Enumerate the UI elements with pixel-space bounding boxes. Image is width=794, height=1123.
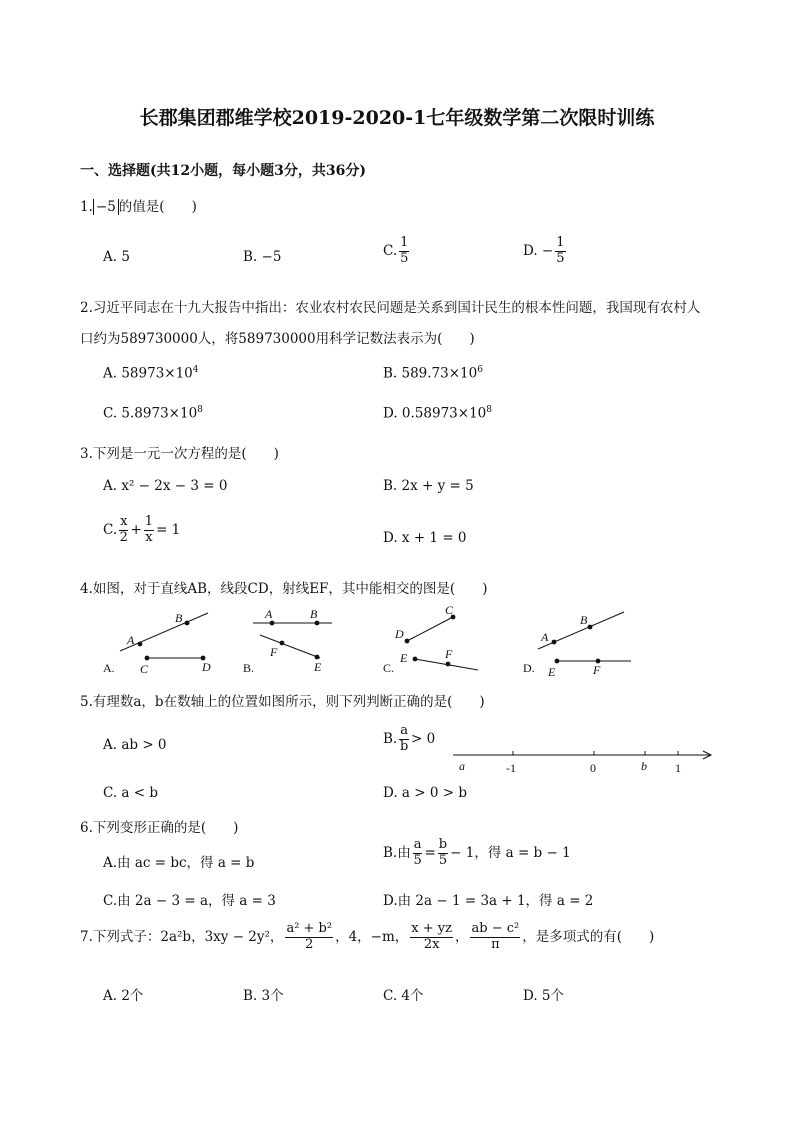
point-a <box>138 642 143 647</box>
figure-c-label: C. <box>383 661 395 675</box>
numerator: x + yz <box>411 921 452 936</box>
fraction <box>119 515 128 546</box>
q3-option-a: A. x² − 2x − 3 = 0 <box>103 478 228 494</box>
label-e: E <box>548 665 556 679</box>
figure-b <box>243 607 332 675</box>
denominator: b <box>399 738 409 754</box>
q2-c-text: C. 5.8973×10 <box>103 405 198 422</box>
point-b <box>315 621 320 626</box>
q3-option-b: B. 2x + y = 5 <box>383 478 474 494</box>
axis-label-a: a <box>459 759 465 773</box>
q7-suffix: ，是多项式的有( ) <box>522 928 655 945</box>
point-e <box>555 659 560 664</box>
denominator: x <box>145 529 153 545</box>
q1-option-b: B. −5 <box>243 249 282 265</box>
label-b: B <box>175 611 183 625</box>
label-f: F <box>445 647 453 661</box>
q3-c-label: C. <box>103 521 118 538</box>
q3-c-tail: = 1 <box>156 521 181 538</box>
label-d: D <box>395 627 404 641</box>
axis-label-b: b <box>641 759 647 773</box>
q5-b-label: B. <box>383 730 398 747</box>
q5-option-d: D. a > 0 > b <box>383 785 467 801</box>
q6-b-label: B.由 <box>383 844 411 861</box>
fraction <box>399 724 409 755</box>
denominator: 2 <box>305 936 314 952</box>
segment-cd <box>407 617 453 641</box>
figure-d-label: D. <box>523 661 535 675</box>
fraction <box>555 236 565 267</box>
q6-option-d: D.由 2a − 1 = 3a + 1，得 a = 2 <box>383 893 594 909</box>
denominator: 5 <box>438 852 448 868</box>
fraction <box>470 922 520 953</box>
q7-option-b: B. 3个 <box>243 988 284 1004</box>
q5-option-a: A. ab > 0 <box>103 737 167 753</box>
exponent: 8 <box>197 405 203 415</box>
number-line <box>448 745 718 777</box>
numerator: b <box>438 837 448 852</box>
q2-option-d <box>383 405 492 422</box>
label-b: B <box>310 607 318 621</box>
q1-option-a: A. 5 <box>103 249 130 265</box>
q2-option-a <box>103 365 199 382</box>
label-a: A <box>265 607 273 621</box>
figure-a <box>103 611 211 676</box>
label-a: A <box>127 633 135 647</box>
exponent: 8 <box>486 405 492 415</box>
denominator: 2x <box>423 936 440 952</box>
q3-option-d: D. x + 1 = 0 <box>383 530 467 546</box>
q2-option-c <box>103 405 203 422</box>
numerator: x <box>120 514 128 529</box>
axis-label-zero: 0 <box>590 761 596 775</box>
q5-option-b <box>383 724 435 755</box>
label-e: E <box>314 660 322 674</box>
label-f: F <box>593 663 601 677</box>
numerator: 1 <box>400 235 409 250</box>
exponent: 6 <box>477 365 483 375</box>
point-a <box>552 640 557 645</box>
q2-a-text: A. 58973×10 <box>103 365 193 382</box>
axis-label-neg-one: -1 <box>506 761 516 775</box>
numerator: 1 <box>144 514 154 529</box>
numerator: a <box>400 723 408 738</box>
numerator: 1 <box>556 235 565 250</box>
q7-option-d: D. 5个 <box>523 988 565 1004</box>
q7-separator: ， <box>454 928 469 945</box>
q4-stem: 4.如图，对于直线AB，线段CD，射线EF，其中能相交的图是( ) <box>80 581 488 597</box>
figure-b-label: B. <box>243 661 255 675</box>
q7-option-a: A. 2个 <box>103 988 144 1004</box>
q2-b-text: B. 589.73×10 <box>383 365 478 382</box>
q2-d-text: D. 0.58973×10 <box>383 405 487 422</box>
axis-label-one: 1 <box>675 761 681 775</box>
plus-sign: + <box>130 521 142 538</box>
label-f: F <box>270 645 278 659</box>
point-b <box>185 621 190 626</box>
fraction <box>410 922 453 953</box>
fraction <box>144 515 154 546</box>
segment-ef <box>260 635 320 658</box>
abs-value: −5 <box>93 199 119 215</box>
q1-d-label: D. − <box>523 242 554 259</box>
figure-d <box>523 612 631 679</box>
q3-option-c <box>103 515 180 546</box>
q1-option-c <box>383 236 411 267</box>
label-b: B <box>580 613 588 627</box>
question-1 <box>80 195 197 215</box>
q5-b-tail: > 0 <box>410 730 436 747</box>
point-c <box>145 656 150 661</box>
point-b <box>588 625 593 630</box>
point-e <box>315 655 320 660</box>
denominator: 5 <box>556 250 565 266</box>
q6-option-c: C.由 2a − 3 = a，得 a = 3 <box>103 893 276 909</box>
point-f <box>446 662 451 667</box>
label-e: E <box>400 651 408 665</box>
label-c: C <box>140 662 149 676</box>
point-f <box>280 641 285 646</box>
q1-option-d <box>523 236 568 267</box>
q1-number: 1. <box>80 199 93 215</box>
q7-middle: ，4，−m， <box>335 928 409 945</box>
figure-c <box>383 603 478 675</box>
q7-option-c: C. 4个 <box>383 988 424 1004</box>
fraction <box>285 922 333 953</box>
exponent: 4 <box>192 365 199 375</box>
fraction <box>399 236 409 267</box>
fraction <box>413 838 423 869</box>
equals-sign: = <box>424 844 436 861</box>
q1-c-label: C. <box>383 242 398 259</box>
label-d: D <box>202 660 211 674</box>
q7-prefix: 7.下列式子：2a²b，3xy − 2y²， <box>80 928 284 945</box>
q5-stem: 5.有理数a，b在数轴上的位置如图所示，则下列判断正确的是( ) <box>80 694 485 710</box>
q5-option-c: C. a < b <box>103 785 159 801</box>
denominator: 2 <box>119 529 128 545</box>
q2-option-b <box>383 365 483 382</box>
q1-stem: 的值是( ) <box>118 199 197 215</box>
point-e <box>413 657 418 662</box>
label-c: C <box>445 603 454 617</box>
q3-stem: 3.下列是一元一次方程的是( ) <box>80 446 279 462</box>
numerator: ab − c² <box>471 921 520 936</box>
denominator: 5 <box>400 250 409 266</box>
label-a: A <box>541 630 549 644</box>
point-a <box>270 621 275 626</box>
numerator: a² + b² <box>286 921 333 936</box>
q4-figures <box>95 600 655 682</box>
q6-option-b <box>383 838 571 869</box>
point-d <box>405 639 410 644</box>
q6-stem: 6.下列变形正确的是( ) <box>80 820 239 836</box>
section-heading: 一、选择题(共12小题，每小题3分，共36分) <box>80 163 366 179</box>
denominator: π <box>491 936 500 952</box>
numerator: a <box>413 837 422 852</box>
q6-option-a: A.由 ac = bc，得 a = b <box>103 855 255 871</box>
figure-a-label: A. <box>103 661 115 675</box>
page-title: 长郡集团郡维学校2019-2020-1七年级数学第二次限时训练 <box>139 107 655 129</box>
q2-line-1: 2.习近平同志在十九大报告中指出：农业农村农民问题是关系到国计民生的根本性问题，我国现有农村人 <box>80 300 701 316</box>
q6-b-tail: − 1，得 a = b − 1 <box>450 844 571 861</box>
question-7 <box>80 922 654 953</box>
denominator: 5 <box>413 852 422 868</box>
fraction <box>438 838 448 869</box>
q2-line-2: 口约为589730000人，将589730000用科学记数法表示为( ) <box>80 331 475 347</box>
